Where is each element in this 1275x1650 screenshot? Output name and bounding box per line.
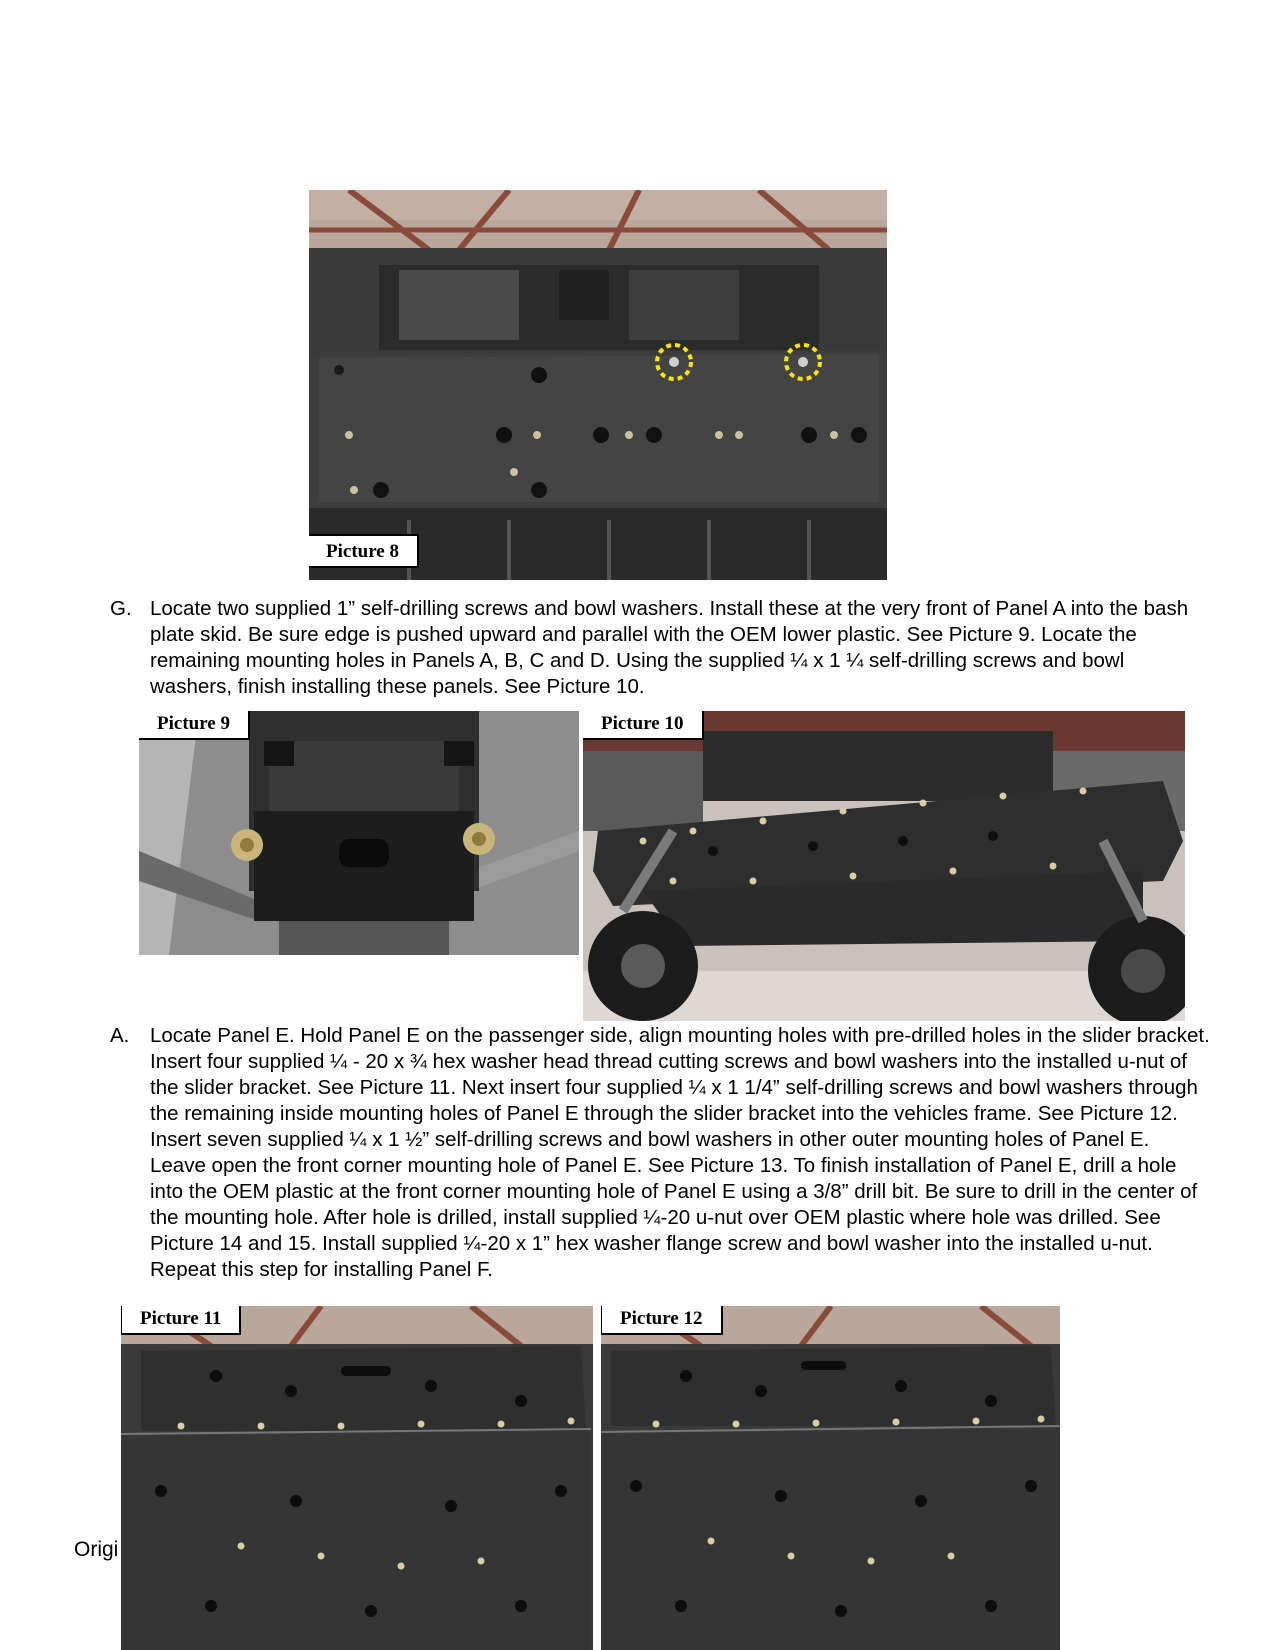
picture-11-label: Picture 11	[121, 1306, 241, 1335]
picture-9-photo	[139, 711, 579, 955]
picture-12-photo	[601, 1306, 1060, 1650]
step-a-text: Locate Panel E. Hold Panel E on the passenger side, align mounting holes with pre-drilled holes in the slider bracket. Insert four supplied ¼ - 20 x ¾ hex washer head thread cutting screws and bowl washers into the installed u-nut of the slider bracket. See Picture 11. Next insert four supplied ¼ x 1 1/4” self-drilling screws and bowl washers through the remaining inside mounting holes of Panel E through the slider bracket into the vehicles frame. See Picture 12. Insert seven supplied ¼ x 1 ½” self-drilling screws and bowl washers in other outer mounting holes of Panel E. Leave open the front corner mounting hole of Panel E. See Picture 13. To finish installation of Panel E, drill a hole into the OEM plastic at the front corner mounting hole of Panel E using a 3/8” drill bit. Be sure to drill in the center of the mounting hole. After hole is drilled, install supplied ¼-20 u-nut over OEM plastic where hole was drilled. See Picture 14 and 15. Install supplied ¼-20 x 1” hex washer flange screw and bowl washer into the installed u-nut. Repeat this step for installing Panel F.	[150, 1024, 1210, 1281]
picture-8-label: Picture 8	[309, 534, 419, 568]
step-a	[110, 1023, 1210, 1283]
picture-11-photo	[121, 1306, 593, 1650]
step-g-text: Locate two supplied 1” self-drilling screws and bowl washers. Install these at the very front of Panel A into the bash plate skid. Be sure edge is pushed upward and parallel with the OEM lower plastic. See Picture 9. Locate the remaining mounting holes in Panels A, B, C and D. Using the supplied ¼ x 1 ¼ self-drilling screws and bowl washers, finish installing these panels. See Picture 10.	[150, 597, 1189, 698]
picture-12-label: Picture 12	[601, 1306, 723, 1335]
picture-9-label: Picture 9	[139, 711, 250, 740]
picture-10-label: Picture 10	[583, 711, 704, 740]
step-g	[110, 596, 1210, 700]
footer-text: Origi	[74, 1538, 119, 1561]
step-g-letter: G.	[110, 597, 132, 620]
picture-10-photo	[583, 711, 1185, 1021]
step-a-letter: A.	[110, 1024, 130, 1047]
picture-8-photo	[309, 190, 887, 580]
